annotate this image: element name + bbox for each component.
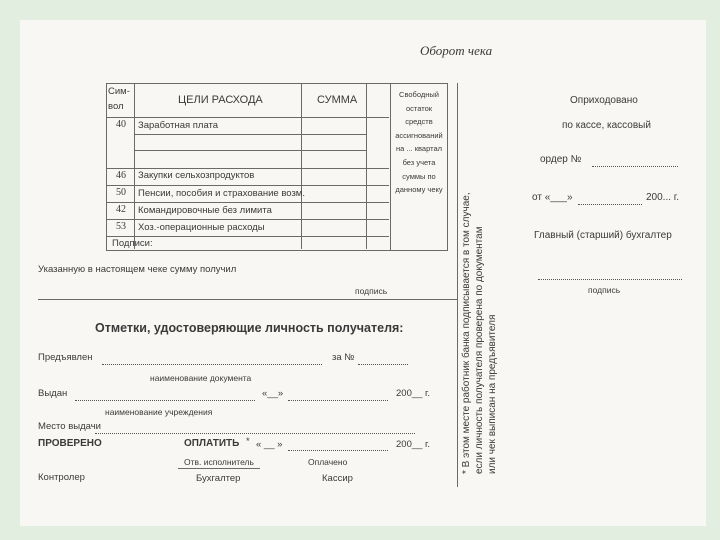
presented-label: Предъявлен [38, 352, 93, 363]
doc-name-label: наименование документа [150, 373, 252, 383]
order-label: ордер № [540, 154, 582, 165]
pay-date: « __ » [256, 439, 283, 450]
section-divider [457, 83, 458, 487]
page-title: Оборот чека [420, 43, 493, 58]
executor-label: Отв. исполнитель [184, 457, 254, 467]
chief-sign-field[interactable] [538, 279, 682, 280]
from-month-field[interactable] [578, 204, 642, 205]
side-note-line: если личность получателя проверена по документам [474, 226, 485, 474]
cashier-label: Кассир [322, 473, 353, 484]
col-code-header: Сим-вол [108, 86, 130, 112]
issued-month-field[interactable] [288, 400, 388, 401]
check-back-form [20, 20, 706, 526]
controller-label: Контролер [38, 472, 85, 483]
issued-label: Выдан [38, 388, 68, 399]
right-year: 200... г. [646, 192, 680, 203]
note-line: без учета [402, 157, 436, 167]
accountant-label: Бухгалтер [196, 473, 241, 484]
note-line: на ... квартал [396, 144, 442, 154]
pay-year: 200__ г. [396, 439, 431, 450]
pay-month-field[interactable] [288, 450, 388, 451]
chief-accountant-label: Главный (старший) бухгалтер [534, 230, 672, 241]
table-row-purpose: Заработная плата [138, 120, 219, 131]
checked-label: ПРОВЕРЕНО [38, 438, 102, 449]
signatures-label: Подписи: [112, 238, 153, 249]
posted-label: Оприходовано [570, 95, 638, 106]
note-line: суммы по [402, 171, 436, 181]
note-line: остаток [405, 103, 433, 113]
col-sum-header: СУММА [317, 94, 358, 106]
col-purpose-header: ЦЕЛИ РАСХОДА [178, 94, 263, 106]
presented-field[interactable] [102, 364, 322, 365]
table-row-code: 46 [116, 170, 126, 181]
received-sign-label: подпись [355, 286, 388, 296]
cash-label: по кассе, кассовый [562, 120, 651, 131]
table-row-purpose: Командировочные без лимита [138, 205, 272, 216]
pay-star: * [246, 436, 250, 447]
order-number-field[interactable] [592, 166, 678, 167]
note-line: данному чеку [395, 185, 443, 195]
table-row-purpose: Пенсии, пособия и страхование возм. [138, 188, 305, 199]
pay-label: ОПЛАТИТЬ [184, 438, 240, 449]
side-note-line: или чек выписан на предъявителя [487, 314, 498, 474]
table-row-purpose: Хоз.-операционные расходы [138, 222, 265, 233]
place-field[interactable] [95, 433, 415, 434]
table-row-code: 53 [116, 221, 126, 232]
issued-field[interactable] [75, 400, 255, 401]
table-row-purpose: Закупки сельхозпродуктов [138, 170, 255, 181]
note-line: Свободный [399, 90, 439, 99]
place-label: Место выдачи [38, 421, 101, 432]
right-sign-label: подпись [588, 285, 621, 295]
number-field[interactable] [358, 364, 408, 365]
note-line: ассигнований [395, 130, 443, 140]
table-row-code: 50 [116, 187, 126, 198]
identity-heading: Отметки, удостоверяющие личность получателя: [95, 321, 404, 335]
table-row-code: 40 [116, 119, 126, 130]
table-row-code: 42 [116, 204, 126, 215]
note-line: средств [405, 117, 433, 127]
paid-label: Оплачено [308, 457, 348, 467]
number-label: за № [332, 352, 355, 363]
side-note [460, 192, 499, 474]
from-label: от «___» [532, 192, 573, 203]
side-note-line: * В этом месте работник банка подписывается в том случае, [461, 192, 472, 474]
org-name-label: наименование учреждения [105, 407, 213, 417]
received-label: Указанную в настоящем чеке сумму получил [38, 264, 237, 275]
issued-year: 200__ г. [396, 388, 431, 399]
issued-date-mark: «__» [262, 388, 284, 399]
free-balance-note [392, 88, 446, 197]
